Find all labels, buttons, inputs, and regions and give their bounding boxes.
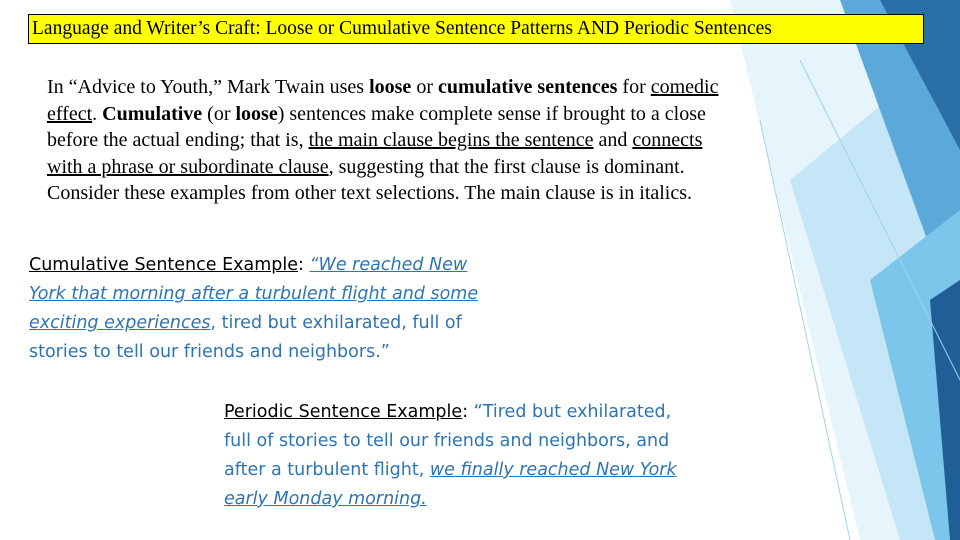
cumulative-line-4: stories to tell our friends and neighbors.”: [29, 342, 390, 362]
cumulative-line-3: exciting experiences, tired but exhilarated, full of: [29, 313, 462, 333]
intro-line-3: before the actual ending; that is, the main clause begins the sentence and connects: [47, 129, 703, 151]
cumulative-line-1: Cumulative Sentence Example: “We reached New: [29, 255, 468, 275]
periodic-line-2: full of stories to tell our friends and neighbors, and: [224, 431, 670, 451]
periodic-line-3: after a turbulent flight, we finally reached New York: [224, 460, 677, 480]
intro-paragraph: [47, 74, 877, 207]
periodic-line-1: Periodic Sentence Example: “Tired but exhilarated,: [224, 402, 672, 422]
intro-line-1: In “Advice to Youth,” Mark Twain uses loose or cumulative sentences for comedic: [47, 76, 719, 98]
periodic-line-4: early Monday morning.: [224, 489, 427, 509]
cumulative-example: [29, 251, 549, 367]
cumulative-label: Cumulative Sentence Example: [29, 255, 299, 275]
intro-line-4: with a phrase or subordinate clause, suggesting that the first clause is dominant.: [47, 155, 685, 178]
periodic-example: [224, 398, 744, 514]
slide-title: Language and Writer’s Craft: Loose or Cumulative Sentence Patterns AND Periodic Sentences: [28, 14, 924, 44]
intro-line-2: effect. Cumulative (or loose) sentences make complete sense if brought to a close: [47, 102, 706, 125]
periodic-label: Periodic Sentence Example: [224, 402, 463, 422]
cumulative-line-2: York that morning after a turbulent flight and some: [29, 284, 479, 304]
intro-line-5: Consider these examples from other text selections. The main clause is in italics.: [47, 182, 693, 204]
